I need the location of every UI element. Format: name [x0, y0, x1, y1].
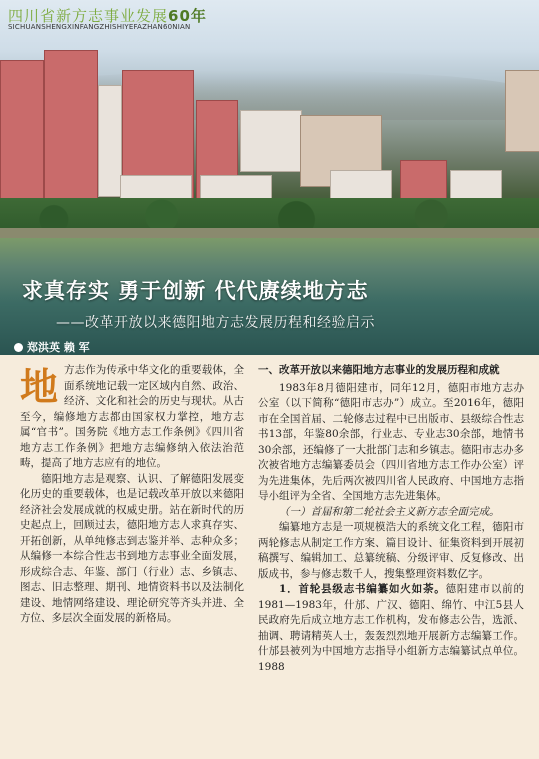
series-title: 四川省新方志事业发展60年 — [8, 7, 207, 25]
article-subtitle: ——改革开放以来德阳地方志发展历程和经验启示 — [56, 315, 375, 331]
subsection-heading: （一）首届和第二轮社会主义新方志全面完成。 — [279, 505, 500, 518]
right-column — [258, 363, 524, 675]
paragraph: 地方志作为传承中华文化的重要载体，全面系统地记载一定区域内自然、政治、经济、文化和社会的历史与现状。从古至今，编修地方志都由国家权力掌控，地方志属“官书”。国务院《地方志工作条例》《四川省地方志工作条例》把地方志编修纳入依法治范畴，提高了地方志应有的地位。 — [20, 364, 244, 469]
paragraph: 1．首轮县级志书编纂如火如荼。德阳建市以前的1981—1983年，什邡、广汉、德阳、绵竹、中江5县人民政府先后成立地方志工作机构，发布修志公告，选派、抽调、聘请精英人士，轰轰烈烈地开展新方志编纂工作。什邡县被列为中国地方志指导小组新方志编纂试点单位。1988 — [258, 583, 525, 673]
paragraph: 1983年8月德阳建市，同年12月，德阳市地方志办公室（以下简称“德阳市志办”）成立。至2016年，德阳市在全国首届、二轮修志过程中已出版市、县级综合性志书13部，年鉴80余部，行业志、专业志30余部，地情书30余部，还编修了一大批部门志和乡镇志。德阳市志办多次被省地方志编纂委员会（四川省地方志工作办公室）评为先进集体，先后两次被四川省人民政府、中国地方志指导小组评为全省、全国地方志先进集体。 — [258, 381, 524, 502]
building — [505, 70, 539, 152]
series-title-pinyin: SICHUANSHENGXINFANGZHISHIYEFAZHAN60NIAN — [8, 23, 191, 31]
paragraph: 德阳地方志是观察、认识、了解德阳发展变化历史的重要载体，也是记载改革开放以来德阳经济社会发展成就的权威史册。站在新时代的历史起点上，回顾过去，德阳地方志人求真存实、开拓创新，从单纯修志到志鉴并举、志种众多；从编修一本综合性志书到地方志事业全面发展，形成综合志、年鉴、部门（行业）志、乡镇志、图志、旧志整理、期刊、地情资料书以及法制化建设、地情网络建设、理论研究等齐头并进、全方位、多层次全面发展的新格局。 — [20, 472, 244, 624]
left-column — [20, 363, 244, 627]
series-years: 60年 — [168, 7, 207, 25]
building — [44, 50, 98, 212]
building — [240, 110, 302, 172]
article-body — [0, 355, 539, 759]
article-authors: 郑洪英 赖 军 — [14, 339, 90, 355]
paragraph: 编纂地方志是一项规模浩大的系统文化工程，德阳市两轮修志从制定工作方案、篇目设计、征集资料到开展初稿撰写、编辑加工、总纂统稿、分级评审、反复修改、出版成书，参与修志数千人，搜集整理资料数亿字。 — [258, 521, 524, 580]
bullet-icon — [14, 343, 23, 352]
section-heading: 一、改革开放以来德阳地方志事业的发展历程和成就 — [258, 364, 500, 376]
paragraph-lead: 1．首轮县级志书编纂如火如荼。 — [279, 583, 446, 595]
building — [98, 85, 122, 197]
drop-cap: 地 — [20, 365, 59, 409]
hero-photo — [0, 0, 539, 355]
article-title: 求真存实 勇于创新 代代赓续地方志 — [22, 279, 369, 303]
building — [0, 60, 44, 212]
